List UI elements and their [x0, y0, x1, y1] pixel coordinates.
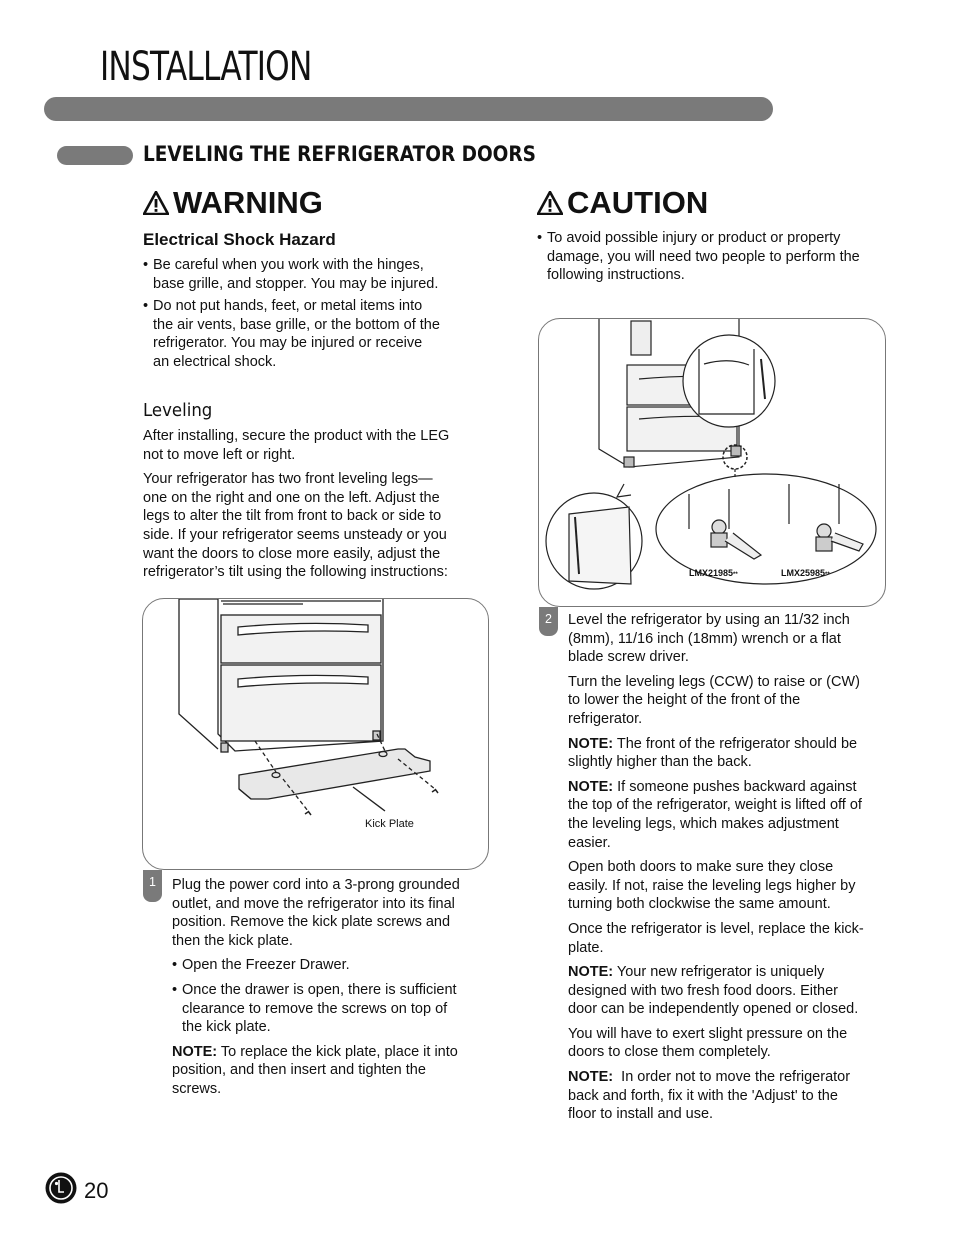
text-line: the air vents, base grille, or the bottom of the [153, 316, 440, 333]
step-2-note [568, 963, 893, 1019]
text-line: door can be independently opened or closed. [568, 1001, 859, 1018]
text-line: screws. [172, 1080, 222, 1097]
text-line: to lower the height of the front of the [568, 692, 801, 709]
text-line: (8mm), 11/16 inch (18mm) wrench or a flat [568, 630, 841, 647]
warning-bullet: • Be careful when you work with the hinges, base grille, and stopper. You may be injured. [143, 256, 483, 293]
paragraph [568, 858, 893, 914]
text-line: Turn the leveling legs (CCW) to raise or (CW) [568, 673, 860, 690]
warning-heading [143, 185, 323, 221]
text-line: want the doors to close more easily, adjust the [143, 545, 441, 562]
caution-bullet: • To avoid possible injury or product or property damage, you will need two people to perform the following instructions. [537, 229, 892, 285]
warning-heading-text: WARNING [173, 185, 323, 220]
warning-icon [143, 191, 169, 215]
text-line: refrigerator’s tilt using the following instructions: [143, 564, 448, 581]
step-1-note [172, 1043, 492, 1099]
svg-text:LG: LG [45, 1172, 47, 1173]
text-line: The front of the refrigerator should be [613, 735, 858, 752]
text-line: doors to close them completely. [568, 1044, 771, 1061]
text-line: Your refrigerator has two front leveling legs— [143, 471, 433, 488]
text-line: Your new refrigerator is uniquely [613, 964, 825, 981]
step-1-text [172, 876, 492, 1105]
text-line: Do not put hands, feet, or metal items into [153, 298, 423, 315]
text-line: then the kick plate. [172, 932, 293, 949]
paragraph [143, 427, 488, 464]
text-line: Open both doors to make sure they close [568, 859, 834, 876]
model-left-suffix: ** [733, 572, 738, 578]
text-line: Open the Freezer Drawer. [182, 957, 350, 974]
leveling-body [143, 427, 488, 588]
text-line: side. If your refrigerator seems unsteady or you [143, 526, 447, 543]
text-line: the leveling legs, which makes adjustment [568, 815, 839, 832]
step-2-note [568, 735, 893, 772]
paragraph [568, 611, 893, 667]
text-line: refrigerator. [568, 710, 643, 727]
paragraph [143, 470, 488, 582]
note-label: NOTE: [568, 1069, 614, 1086]
text-line: Once the drawer is open, there is sufficient [182, 981, 457, 998]
text-line: In order not to move the refrigerator [613, 1069, 851, 1086]
text-line: legs to alter the tilt from front to back or side to [143, 508, 442, 525]
caution-heading [537, 185, 708, 221]
section-pill [57, 146, 133, 165]
note-label: NOTE: [568, 964, 614, 981]
caution-icon [537, 191, 563, 215]
text-line: outlet, and move the refrigerator into its final [172, 895, 455, 912]
model-right-suffix: ** [825, 572, 830, 578]
text-line: plate. [568, 939, 604, 956]
text-line: base grille, and stopper. You may be injured. [153, 275, 439, 292]
model-right-label [781, 568, 830, 578]
section-title: LEVELING THE REFRIGERATOR DOORS [143, 142, 536, 166]
note-label: NOTE: [568, 735, 614, 752]
text-line: slightly higher than the back. [568, 754, 752, 771]
step-2-note [568, 1068, 893, 1124]
text-line: position, and then insert and tighten the [172, 1062, 426, 1079]
text-line: position. Remove the kick plate screws and [172, 914, 451, 931]
text-line: Plug the power cord into a 3-prong grounded [172, 877, 460, 893]
text-line: To replace the kick plate, place it into [217, 1043, 458, 1060]
step-2-text [568, 611, 893, 1130]
warning-subheading: Electrical Shock Hazard [143, 230, 336, 249]
text-line: easier. [568, 834, 611, 851]
text-line: You will have to exert slight pressure on the [568, 1025, 848, 1042]
text-line: floor to install and use. [568, 1106, 714, 1123]
text-line: damage, you will need two people to perform the [547, 248, 860, 265]
text-line: turning both clockwise the same amount. [568, 896, 831, 913]
text-line: If someone pushes backward against [613, 778, 857, 795]
text-line: an electrical shock. [153, 353, 277, 370]
warning-bullets [143, 256, 483, 372]
model-left-label [689, 568, 738, 578]
step-2-badge: 2 [539, 607, 558, 636]
refrigerator-kick-plate-illustration [143, 599, 488, 869]
leveling-legs-figure [538, 318, 886, 607]
text-line: the top of the refrigerator, weight is lifted off of [568, 797, 862, 814]
text-line: one on the right and one on the left. Adjust the [143, 489, 440, 506]
note-label: NOTE: [172, 1043, 218, 1060]
text-line: the kick plate. [182, 1019, 271, 1036]
lg-logo-icon [45, 1172, 77, 1204]
note-label: NOTE: [568, 778, 614, 795]
paragraph [172, 876, 492, 950]
paragraph [568, 920, 893, 957]
warning-bullet: • Do not put hands, feet, or metal items into the air vents, base grille, or the bottom of the refrigerator. You may be injured or receive an electrical shock. [143, 297, 483, 371]
step-1-bullet: • Open the Freezer Drawer. [172, 956, 492, 975]
text-line: To avoid possible injury or product or property [547, 230, 841, 246]
kick-plate-figure [142, 598, 489, 870]
text-line: clearance to remove the screws on top of [182, 1000, 448, 1017]
caution-heading-text: CAUTION [567, 185, 709, 220]
text-line: back and forth, fix it with the 'Adjust' to the [568, 1087, 838, 1104]
text-line: following instructions. [547, 267, 685, 284]
paragraph [568, 1025, 893, 1062]
paragraph [568, 673, 893, 729]
page-title: INSTALLATION [100, 44, 312, 90]
text-line: Level the refrigerator by using an 11/32 inch [568, 612, 850, 628]
model-left-name: LMX21985 [689, 568, 734, 578]
leveling-legs-illustration [539, 319, 885, 606]
step-2-note [568, 778, 893, 852]
step-1-bullet: • Once the drawer is open, there is sufficient clearance to remove the screws on top of the kick plate. [172, 981, 492, 1037]
text-line: Once the refrigerator is level, replace the kick- [568, 920, 864, 937]
text-line: not to move left or right. [143, 446, 296, 463]
model-right-name: LMX25985 [781, 568, 826, 578]
text-line: blade screw driver. [568, 649, 689, 666]
leveling-heading: Leveling [143, 400, 213, 421]
kick-plate-label: Kick Plate [365, 818, 414, 830]
text-line: refrigerator. You may be injured or receive [153, 335, 423, 352]
step-1-badge: 1 [143, 870, 162, 902]
page-number: 20 [84, 1178, 109, 1203]
text-line: Be careful when you work with the hinges, [153, 257, 424, 273]
title-bar [44, 97, 773, 121]
text-line: designed with two fresh food doors. Either [568, 982, 839, 999]
text-line: easily. If not, raise the leveling legs higher by [568, 877, 856, 894]
text-line: After installing, secure the product with the LEG [143, 428, 450, 444]
